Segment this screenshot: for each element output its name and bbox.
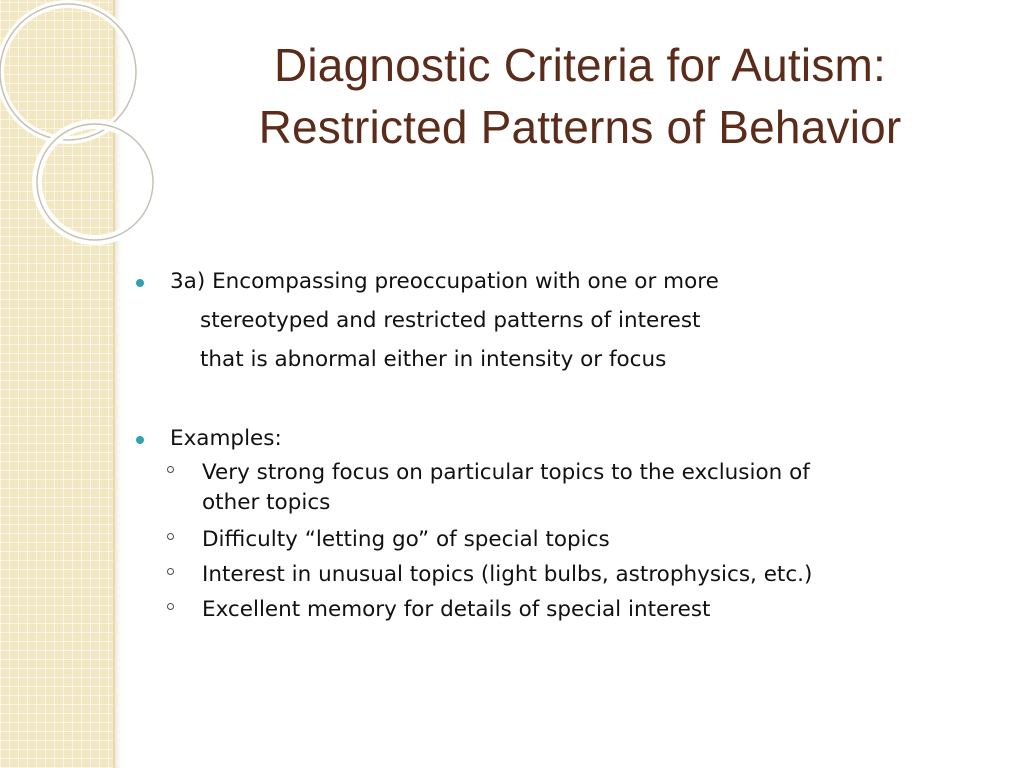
example-1-line-2: other topics: [202, 490, 331, 515]
sub-bullet-circle-2: [167, 533, 174, 540]
bullet-1-line-1: 3a) Encompassing preoccupation with one or more: [170, 269, 719, 294]
bullet-dot-2: [136, 436, 144, 444]
example-1-line-1: Very strong focus on particular topics to the exclusion of: [202, 460, 810, 485]
examples-label: Examples:: [170, 426, 282, 451]
example-4: Excellent memory for details of special interest: [202, 597, 711, 622]
title-line-2: Restricted Patterns of Behavior: [258, 101, 902, 153]
bullet-dot-1: [136, 279, 144, 287]
sub-bullet-circle-1: [167, 466, 174, 473]
sub-bullet-circle-4: [167, 603, 174, 610]
sub-bullet-circle-3: [167, 568, 174, 575]
example-3: Interest in unusual topics (light bulbs, astrophysics, etc.): [202, 562, 813, 587]
bullet-1-line-2: stereotyped and restricted patterns of interest: [200, 308, 701, 333]
title-line-1: Diagnostic Criteria for Autism:: [273, 39, 887, 91]
example-2: Difficulty “letting go” of special topics: [202, 527, 610, 552]
bullet-1-line-3: that is abnormal either in intensity or focus: [200, 347, 667, 372]
